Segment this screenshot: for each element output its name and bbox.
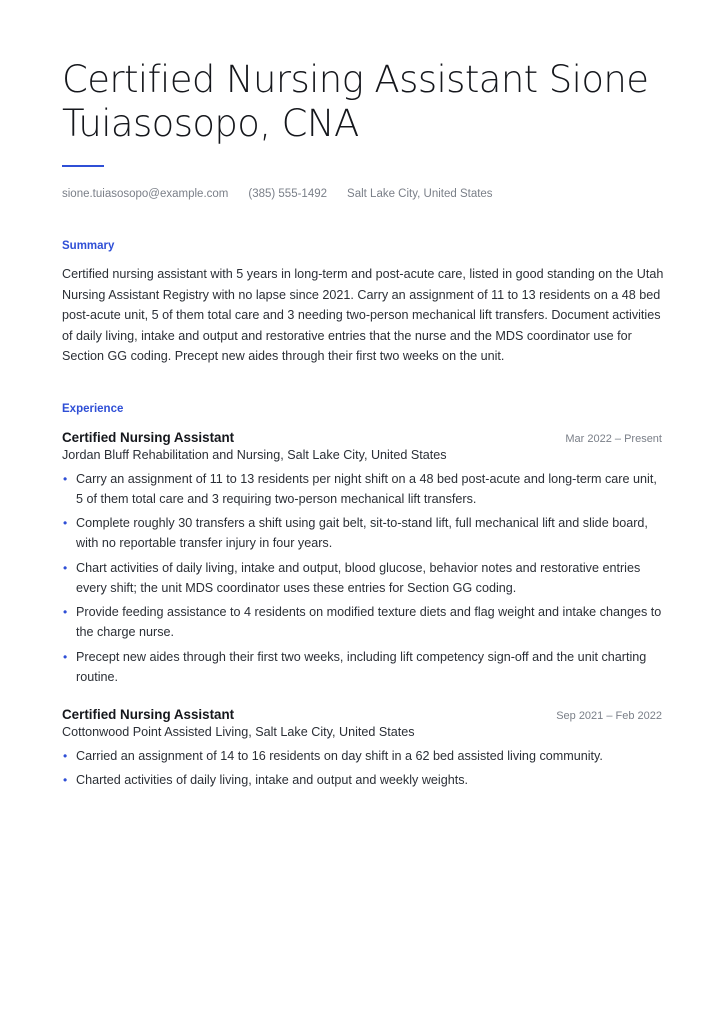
job-bullet: [62, 558, 666, 598]
job-bullet-text: Precept new aides through their first two weeks, including lift competency sign-off and the unit charting routine.: [76, 649, 647, 684]
job-header: [62, 707, 662, 722]
job-entry: [62, 430, 662, 687]
bullet-icon: •: [63, 649, 68, 664]
contact-phone: (385) 555-1492: [248, 188, 328, 200]
job-bullet: [62, 770, 666, 790]
job-entry: [62, 707, 662, 791]
job-title: Certified Nursing Assistant: [62, 706, 235, 722]
job-company: Cottonwood Point Assisted Living, Salt Lake City, United States: [62, 724, 415, 739]
job-bullet: [62, 469, 666, 509]
contact-email: sione.tuiasosopo@example.com: [62, 188, 229, 200]
job-bullet-list: [62, 746, 662, 791]
job-bullet: [62, 602, 666, 642]
job-bullet-text: Provide feeding assistance to 4 residents on modified texture diets and flag weight and intake changes to the charge nurse.: [76, 605, 662, 640]
job-bullet-text: Charted activities of daily living, intake and output and weekly weights.: [76, 773, 469, 788]
summary-text: Certified nursing assistant with 5 years in long-term and post-acute care, listed in good standing on the Utah Nursing Assistant Registry with no lapse since 2021. Carry an assignment of 11 to 13 residents on a 48 bed post-acute unit, 5 of them total care and 3 needing two-person mechanical lift transfers. Document activities of daily living, intake and output and restorative entries that the nurse and the MDS coordinator use for Section GG coding. Precept new aides through their first two weeks on the unit.: [62, 267, 664, 364]
bullet-icon: •: [63, 516, 68, 531]
bullet-icon: •: [63, 748, 68, 763]
summary-heading: Summary: [62, 240, 115, 252]
experience-heading: Experience: [62, 402, 124, 415]
job-bullet: [62, 746, 666, 766]
bullet-icon: •: [63, 605, 68, 620]
bullet-icon: •: [63, 560, 68, 575]
job-title: Certified Nursing Assistant: [62, 429, 235, 445]
bullet-icon: •: [63, 773, 68, 788]
accent-divider: [62, 165, 104, 167]
job-bullet: [62, 513, 666, 553]
job-dates: Sep 2021 – Feb 2022: [556, 709, 662, 722]
candidate-name: Certified Nursing Assistant Sione Tuiasosopo, CNA: [62, 58, 649, 145]
job-dates: Mar 2022 – Present: [565, 432, 662, 445]
job-bullet-text: Carried an assignment of 14 to 16 residents on day shift in a 62 bed assisted living community.: [76, 748, 603, 763]
job-bullet-text: Chart activities of daily living, intake and output, blood glucose, behavior notes and restorative entries every shift; the unit MDS coordinator uses these entries for Section GG coding.: [76, 560, 641, 595]
job-bullet-text: Complete roughly 30 transfers a shift using gait belt, sit-to-stand lift, full mechanical lift and slide board, with no reportable transfer injury in four years.: [76, 516, 648, 551]
job-bullet: [62, 647, 666, 687]
job-header: [62, 430, 662, 445]
contact-line: [62, 188, 662, 200]
bullet-icon: •: [63, 471, 68, 486]
job-company: Jordan Bluff Rehabilitation and Nursing, Salt Lake City, United States: [62, 447, 447, 462]
contact-location: Salt Lake City, United States: [347, 188, 493, 200]
job-bullet-list: [62, 469, 662, 687]
job-bullet-text: Carry an assignment of 11 to 13 residents per night shift on a 48 bed post-acute and long-term care unit, 5 of them total care and 3 requiring two-person mechanical lift transfers.: [76, 471, 657, 506]
